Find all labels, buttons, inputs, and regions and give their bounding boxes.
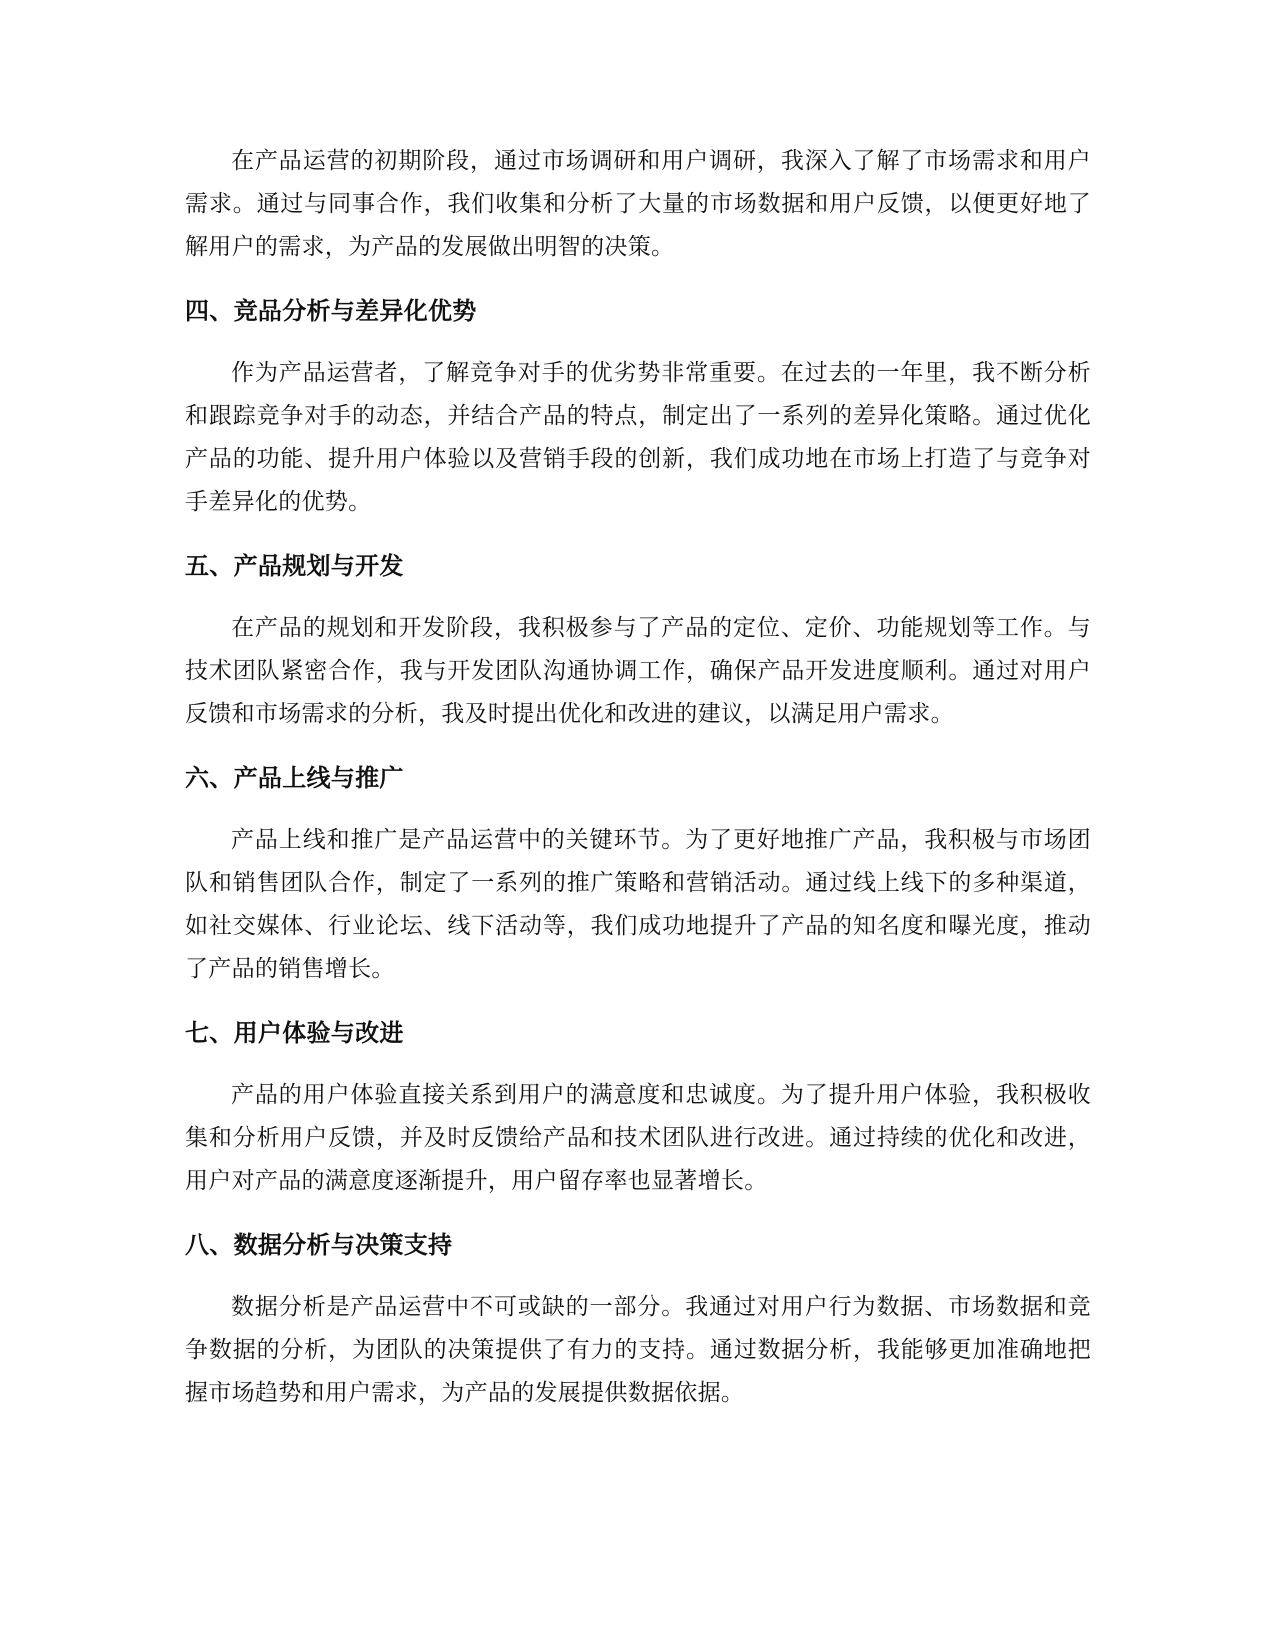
section-heading-user-experience: 七、用户体验与改进 xyxy=(185,1019,404,1047)
intro-paragraph: 在产品运营的初期阶段，通过市场调研和用户调研，我深入了解了市场需求和用户需求。通过与同事合作，我们收集和分析了大量的市场数据和用户反馈，以便更好地了解用户的需求，为产品的发展做出明智的决策。 xyxy=(185,148,1091,260)
section-heading-data-analysis: 八、数据分析与决策支持 xyxy=(185,1231,453,1259)
document-content xyxy=(185,140,1091,1415)
section-heading-product-planning: 五、产品规划与开发 xyxy=(185,552,404,580)
section-body-product-planning: 在产品的规划和开发阶段，我积极参与了产品的定位、定价、功能规划等工作。与技术团队紧密合作，我与开发团队沟通协调工作，确保产品开发进度顺利。通过对用户反馈和市场需求的分析，我及时提出优化和改进的建议，以满足用户需求。 xyxy=(185,615,1091,727)
section-heading-launch-promotion: 六、产品上线与推广 xyxy=(185,764,404,792)
section-body-competitive-analysis: 作为产品运营者，了解竞争对手的优劣势非常重要。在过去的一年里，我不断分析和跟踪竞争对手的动态，并结合产品的特点，制定出了一系列的差异化策略。通过优化产品的功能、提升用户体验以及营销手段的创新，我们成功地在市场上打造了与竞争对手差异化的优势。 xyxy=(185,360,1091,515)
section-body-data-analysis: 数据分析是产品运营中不可或缺的一部分。我通过对用户行为数据、市场数据和竞争数据的分析，为团队的决策提供了有力的支持。通过数据分析，我能够更加准确地把握市场趋势和用户需求，为产品的发展提供数据依据。 xyxy=(185,1294,1091,1406)
section-body-launch-promotion: 产品上线和推广是产品运营中的关键环节。为了更好地推广产品，我积极与市场团队和销售团队合作，制定了一系列的推广策略和营销活动。通过线上线下的多种渠道，如社交媒体、行业论坛、线下活动等，我们成功地提升了产品的知名度和曝光度，推动了产品的销售增长。 xyxy=(185,827,1091,982)
section-body-user-experience: 产品的用户体验直接关系到用户的满意度和忠诚度。为了提升用户体验，我积极收集和分析用户反馈，并及时反馈给产品和技术团队进行改进。通过持续的优化和改进，用户对产品的满意度逐渐提升，用户留存率也显著增长。 xyxy=(185,1082,1091,1194)
section-heading-competitive-analysis: 四、竞品分析与差异化优势 xyxy=(185,297,477,325)
